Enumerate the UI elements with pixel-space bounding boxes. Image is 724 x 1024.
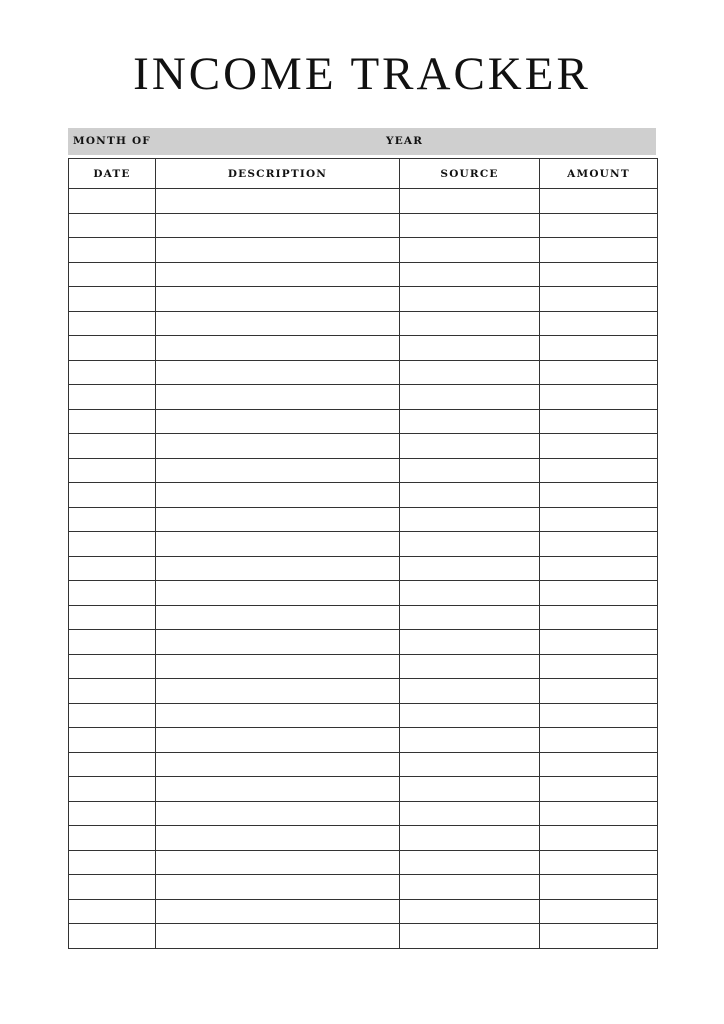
amount-cell[interactable]: [540, 360, 658, 385]
source-cell[interactable]: [400, 213, 540, 238]
description-cell[interactable]: [156, 654, 400, 679]
source-cell[interactable]: [400, 703, 540, 728]
amount-cell[interactable]: [540, 703, 658, 728]
table-row: [69, 434, 658, 459]
description-cell[interactable]: [156, 336, 400, 361]
description-cell[interactable]: [156, 238, 400, 263]
date-cell[interactable]: [69, 630, 156, 655]
source-cell[interactable]: [400, 679, 540, 704]
amount-cell[interactable]: [540, 409, 658, 434]
table-row: [69, 728, 658, 753]
amount-cell[interactable]: [540, 679, 658, 704]
date-cell[interactable]: [69, 385, 156, 410]
description-cell[interactable]: [156, 850, 400, 875]
table-header-row: [69, 159, 658, 189]
page-title: INCOME TRACKER: [133, 48, 591, 100]
year-label: YEAR: [386, 135, 424, 147]
amount-cell[interactable]: [540, 287, 658, 312]
table-row: [69, 409, 658, 434]
source-cell[interactable]: [400, 850, 540, 875]
table-row: [69, 213, 658, 238]
column-header-amount: AMOUNT: [540, 159, 658, 189]
source-cell[interactable]: [400, 238, 540, 263]
date-cell[interactable]: [69, 458, 156, 483]
table-row: [69, 189, 658, 214]
column-header-date: DATE: [69, 159, 156, 189]
date-cell[interactable]: [69, 899, 156, 924]
description-cell[interactable]: [156, 507, 400, 532]
table-row: [69, 899, 658, 924]
table-row: [69, 311, 658, 336]
table-row: [69, 483, 658, 508]
table-row: [69, 556, 658, 581]
amount-cell[interactable]: [540, 532, 658, 557]
description-cell[interactable]: [156, 458, 400, 483]
table-row: [69, 777, 658, 802]
table-row: [69, 850, 658, 875]
source-cell[interactable]: [400, 189, 540, 214]
amount-cell[interactable]: [540, 458, 658, 483]
source-cell[interactable]: [400, 728, 540, 753]
description-cell[interactable]: [156, 630, 400, 655]
amount-cell[interactable]: [540, 924, 658, 949]
description-cell[interactable]: [156, 385, 400, 410]
table-row: [69, 336, 658, 361]
column-header-description: DESCRIPTION: [156, 159, 400, 189]
income-table: [68, 158, 658, 949]
source-cell[interactable]: [400, 287, 540, 312]
date-cell[interactable]: [69, 777, 156, 802]
table-row: [69, 605, 658, 630]
table-row: [69, 360, 658, 385]
date-cell[interactable]: [69, 728, 156, 753]
description-cell[interactable]: [156, 409, 400, 434]
date-cell[interactable]: [69, 532, 156, 557]
date-cell[interactable]: [69, 801, 156, 826]
date-cell[interactable]: [69, 875, 156, 900]
date-cell[interactable]: [69, 556, 156, 581]
description-cell[interactable]: [156, 287, 400, 312]
source-cell[interactable]: [400, 752, 540, 777]
description-cell[interactable]: [156, 899, 400, 924]
date-cell[interactable]: [69, 752, 156, 777]
description-cell[interactable]: [156, 777, 400, 802]
table-row: [69, 654, 658, 679]
description-cell[interactable]: [156, 605, 400, 630]
amount-cell[interactable]: [540, 630, 658, 655]
date-cell[interactable]: [69, 238, 156, 263]
table-row: [69, 630, 658, 655]
amount-cell[interactable]: [540, 336, 658, 361]
amount-cell[interactable]: [540, 262, 658, 287]
amount-cell[interactable]: [540, 850, 658, 875]
date-cell[interactable]: [69, 483, 156, 508]
table-row: [69, 752, 658, 777]
table-row: [69, 924, 658, 949]
date-cell[interactable]: [69, 262, 156, 287]
date-cell[interactable]: [69, 605, 156, 630]
description-cell[interactable]: [156, 213, 400, 238]
date-cell[interactable]: [69, 409, 156, 434]
table-row: [69, 875, 658, 900]
date-cell[interactable]: [69, 360, 156, 385]
amount-cell[interactable]: [540, 826, 658, 851]
source-cell[interactable]: [400, 483, 540, 508]
source-cell[interactable]: [400, 826, 540, 851]
amount-cell[interactable]: [540, 777, 658, 802]
date-cell[interactable]: [69, 826, 156, 851]
amount-cell[interactable]: [540, 238, 658, 263]
table-row: [69, 826, 658, 851]
source-cell[interactable]: [400, 630, 540, 655]
amount-cell[interactable]: [540, 581, 658, 606]
description-cell[interactable]: [156, 679, 400, 704]
source-cell[interactable]: [400, 777, 540, 802]
description-cell[interactable]: [156, 532, 400, 557]
amount-cell[interactable]: [540, 434, 658, 459]
source-cell[interactable]: [400, 532, 540, 557]
source-cell[interactable]: [400, 556, 540, 581]
date-cell[interactable]: [69, 581, 156, 606]
date-cell[interactable]: [69, 924, 156, 949]
date-cell[interactable]: [69, 434, 156, 459]
date-cell[interactable]: [69, 850, 156, 875]
source-cell[interactable]: [400, 434, 540, 459]
source-cell[interactable]: [400, 385, 540, 410]
source-cell[interactable]: [400, 581, 540, 606]
date-cell[interactable]: [69, 213, 156, 238]
table-row: [69, 532, 658, 557]
description-cell[interactable]: [156, 703, 400, 728]
month-of-label: MONTH OF: [73, 135, 151, 147]
table-row: [69, 238, 658, 263]
amount-cell[interactable]: [540, 752, 658, 777]
date-cell[interactable]: [69, 336, 156, 361]
source-cell[interactable]: [400, 875, 540, 900]
amount-cell[interactable]: [540, 507, 658, 532]
source-cell[interactable]: [400, 262, 540, 287]
description-cell[interactable]: [156, 189, 400, 214]
description-cell[interactable]: [156, 728, 400, 753]
amount-cell[interactable]: [540, 385, 658, 410]
description-cell[interactable]: [156, 311, 400, 336]
description-cell[interactable]: [156, 826, 400, 851]
date-cell[interactable]: [69, 507, 156, 532]
date-cell[interactable]: [69, 703, 156, 728]
source-cell[interactable]: [400, 311, 540, 336]
amount-cell[interactable]: [540, 654, 658, 679]
amount-cell[interactable]: [540, 728, 658, 753]
month-year-bar: [68, 128, 656, 155]
source-cell[interactable]: [400, 507, 540, 532]
source-cell[interactable]: [400, 924, 540, 949]
description-cell[interactable]: [156, 752, 400, 777]
date-cell[interactable]: [69, 287, 156, 312]
description-cell[interactable]: [156, 360, 400, 385]
amount-cell[interactable]: [540, 213, 658, 238]
amount-cell[interactable]: [540, 483, 658, 508]
description-cell[interactable]: [156, 483, 400, 508]
table-row: [69, 581, 658, 606]
date-cell[interactable]: [69, 311, 156, 336]
source-cell[interactable]: [400, 605, 540, 630]
description-cell[interactable]: [156, 556, 400, 581]
description-cell[interactable]: [156, 262, 400, 287]
amount-cell[interactable]: [540, 556, 658, 581]
description-cell[interactable]: [156, 924, 400, 949]
table-body: [69, 189, 658, 949]
date-cell[interactable]: [69, 679, 156, 704]
column-header-source: SOURCE: [400, 159, 540, 189]
date-cell[interactable]: [69, 189, 156, 214]
table-row: [69, 262, 658, 287]
source-cell[interactable]: [400, 899, 540, 924]
date-cell[interactable]: [69, 654, 156, 679]
description-cell[interactable]: [156, 581, 400, 606]
source-cell[interactable]: [400, 409, 540, 434]
amount-cell[interactable]: [540, 899, 658, 924]
table-row: [69, 458, 658, 483]
description-cell[interactable]: [156, 801, 400, 826]
source-cell[interactable]: [400, 458, 540, 483]
table-row: [69, 287, 658, 312]
description-cell[interactable]: [156, 434, 400, 459]
table-row: [69, 679, 658, 704]
source-cell[interactable]: [400, 801, 540, 826]
table-row: [69, 703, 658, 728]
source-cell[interactable]: [400, 654, 540, 679]
amount-cell[interactable]: [540, 605, 658, 630]
amount-cell[interactable]: [540, 311, 658, 336]
table-row: [69, 507, 658, 532]
table-row: [69, 385, 658, 410]
amount-cell[interactable]: [540, 801, 658, 826]
table-row: [69, 801, 658, 826]
amount-cell[interactable]: [540, 189, 658, 214]
source-cell[interactable]: [400, 360, 540, 385]
source-cell[interactable]: [400, 336, 540, 361]
description-cell[interactable]: [156, 875, 400, 900]
amount-cell[interactable]: [540, 875, 658, 900]
